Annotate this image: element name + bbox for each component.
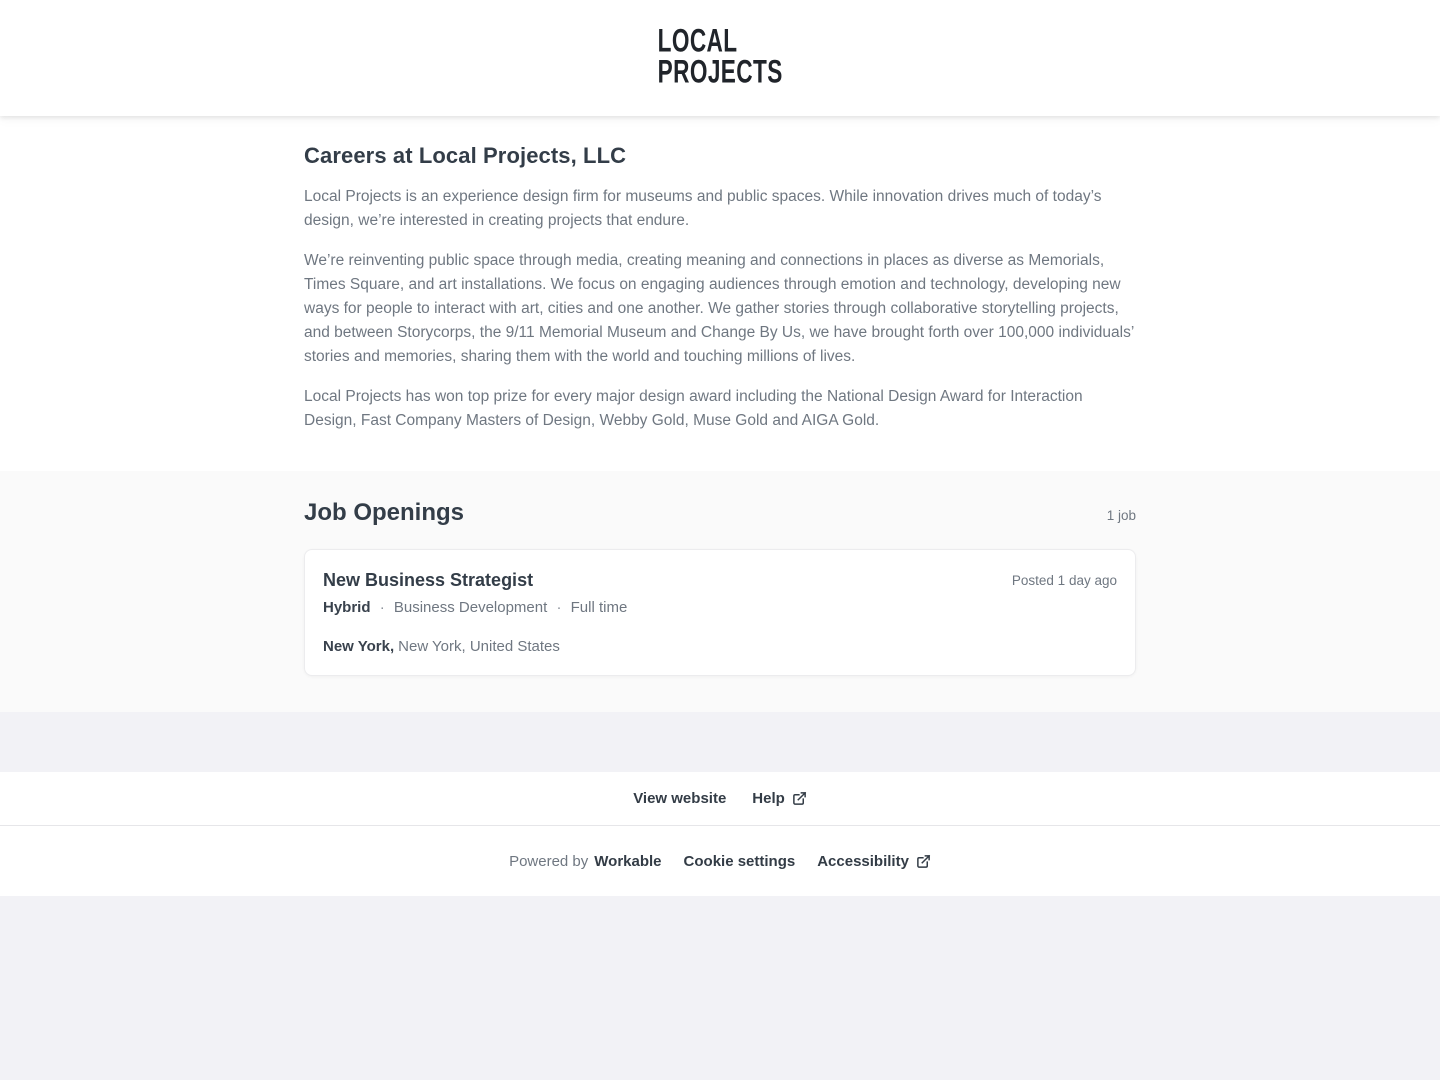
- footer-links-bar: [0, 772, 1440, 825]
- view-website-link[interactable]: [633, 790, 726, 807]
- cookie-settings-button[interactable]: [684, 853, 796, 870]
- job-workplace-type: Hybrid: [323, 599, 371, 616]
- help-label: Help: [752, 790, 785, 807]
- workable-label: Workable: [594, 852, 662, 870]
- job-title-link[interactable]: New Business Strategist: [323, 570, 534, 590]
- job-location-region: New York, United States: [398, 638, 560, 655]
- site-header: [0, 0, 1440, 116]
- page-bottom-background: [0, 896, 1440, 1080]
- external-link-icon: [792, 791, 807, 806]
- logo-line-2: PROJECTS: [657, 54, 783, 91]
- powered-by-group: [509, 853, 661, 870]
- meta-separator: ·: [379, 599, 385, 616]
- job-openings-header: [304, 499, 1136, 527]
- page-title: Careers at Local Projects, LLC: [304, 143, 627, 168]
- job-location-city: New York,: [323, 638, 395, 655]
- accessibility-link[interactable]: [817, 853, 931, 870]
- about-paragraph-1: Local Projects is an experience design firm for museums and public spaces. While innovation drives much of today’s design, we’re interested in creating projects that endure.: [304, 188, 1102, 229]
- about-paragraph-3: Local Projects has won top prize for every major design award including the National Design Award for Interaction Design, Fast Company Masters of Design, Webby Gold, Muse Gold and AIGA Gold.: [304, 388, 1083, 429]
- logo-line-1: LOCAL: [657, 23, 738, 60]
- external-link-icon: [916, 854, 931, 869]
- job-department: Business Development: [393, 599, 548, 616]
- job-posted-date: Posted 1 day ago: [1011, 573, 1117, 588]
- meta-separator: ·: [556, 599, 562, 616]
- workable-link[interactable]: [594, 853, 661, 870]
- job-employment-type: Full time: [570, 599, 628, 616]
- workable-footer-bar: [0, 826, 1440, 896]
- powered-by-label: Powered by: [509, 852, 589, 870]
- job-location: [323, 638, 1117, 655]
- company-logo: [657, 23, 783, 91]
- job-count-badge: 1 job: [1106, 508, 1136, 523]
- job-openings-section: [0, 471, 1440, 712]
- job-card[interactable]: [304, 549, 1136, 676]
- view-website-label: View website: [633, 790, 727, 807]
- about-paragraph-2: We’re reinventing public space through media, creating meaning and connections in places as diverse as Memorials, Times Square, and art installations. We focus on engaging audiences through emotion and technology, developing new ways for people to interact with art, cities and one another. We gather stories through collaborative storytelling projects, and between Storycorps, the 9/11 Memorial Museum and Change By Us, we have brought forth over 100,000 individuals’ stories and memories, sharing them with the world and touching millions of lives.: [304, 252, 1134, 365]
- section-spacer: [0, 712, 1440, 772]
- job-openings-title: Job Openings: [304, 499, 465, 526]
- job-meta-line: [323, 599, 1117, 616]
- help-link[interactable]: [752, 790, 807, 807]
- cookie-settings-label: Cookie settings: [683, 852, 796, 870]
- accessibility-label: Accessibility: [817, 852, 909, 870]
- about-section: [0, 116, 1440, 471]
